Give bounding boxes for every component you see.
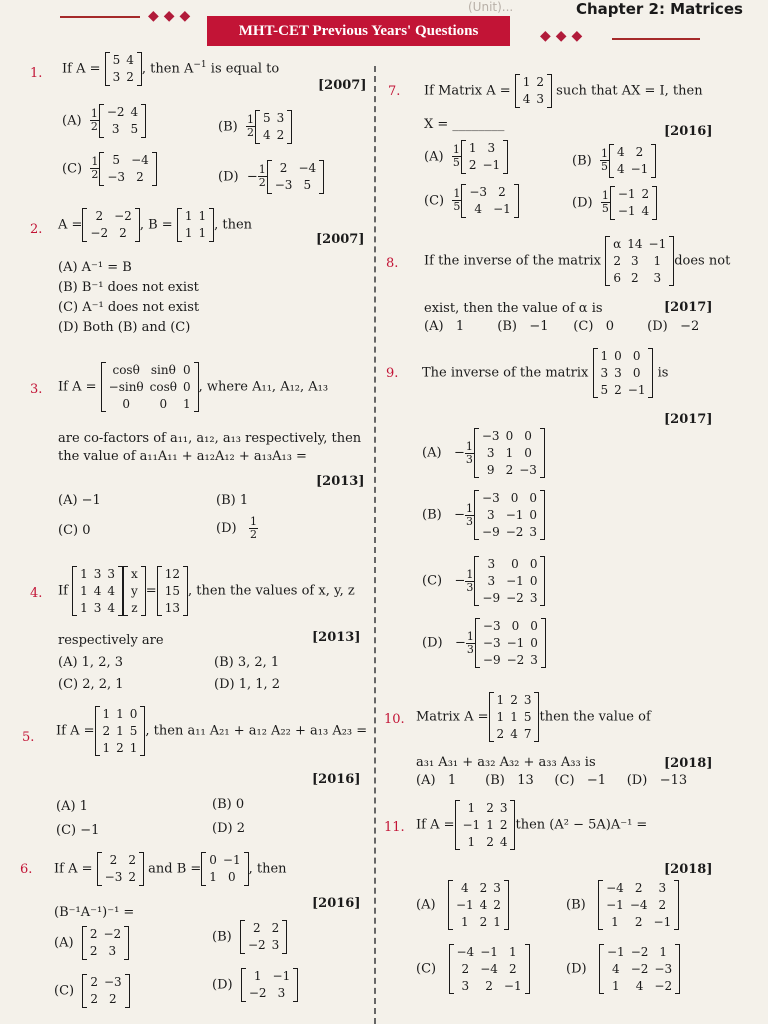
question-9-stem: The inverse of the matrix 1 0 0 3 3 0 5 2 −1 is <box>422 349 669 397</box>
year-tag: [2013] <box>312 630 361 645</box>
option-a: (A) 4 2 3 −1 4 2 1 2 1 <box>416 880 509 930</box>
matrix: 5 3 4 2 <box>255 110 292 144</box>
matrix: −3 0 0 3 −1 0 −9 −2 3 <box>474 490 545 540</box>
option-b: (B) 2 2 −2 3 <box>212 920 287 954</box>
question-8-options: (A) 1 (B) −1 (C) 0 (D) −2 <box>424 319 700 334</box>
year-tag: [2013] <box>316 474 365 489</box>
section-banner: MHT-CET Previous Years' Questions <box>207 16 510 46</box>
option-a: (A) $\frac{1}{5}$ 1 3 2 −1 <box>424 140 508 174</box>
option-a: (A) $\frac{1}{2}$ −2 4 3 5 <box>62 104 146 138</box>
year-tag: [2018] <box>664 756 713 771</box>
matrix: 4 2 4 −1 <box>609 144 656 178</box>
option-b: (B) − $\frac{1}{3}$ −3 0 0 3 −1 0 −9 −2 3 <box>422 490 545 540</box>
column-divider <box>374 66 376 1024</box>
option-c: (C) −1 <box>56 823 100 838</box>
option-c: (C) $\frac{1}{2}$ 5 −4 −3 2 <box>62 152 157 186</box>
option-c: (C) 2 −3 2 2 <box>54 974 130 1008</box>
matrix: 2 2 −3 2 <box>97 852 144 886</box>
question-number: 4. <box>30 586 43 601</box>
option-d: (D) −1 −2 1 4 −2 −3 1 4 −2 <box>566 944 680 994</box>
chapter-title: Chapter 2: Matrices <box>576 0 743 18</box>
header-rule-right <box>612 38 700 40</box>
question-number: 5. <box>22 730 35 745</box>
option-b: (B) 0 <box>212 797 245 812</box>
matrix: −4 2 3 −1 −4 2 1 2 −1 <box>598 880 679 930</box>
question-3-stem: If A = cosθ sinθ 0 −sinθ cosθ 0 0 0 1 , where A₁₁, A₁₂, A₁₃ <box>58 363 329 411</box>
option-b: (B) $\frac{1}{2}$ 5 3 4 2 <box>218 110 292 144</box>
option-a: (A) 1, 2, 3 <box>58 655 124 670</box>
question-3-line: are co-factors of a₁₁, a₁₂, a₁₃ respectively, then <box>58 431 362 446</box>
question-number: 6. <box>20 862 33 877</box>
matrix-a: 5 4 3 2 <box>105 52 142 86</box>
option-d: (D) 1, 1, 2 <box>214 677 281 692</box>
year-tag: [2017] <box>664 300 713 315</box>
question-11-stem: If A = 1 2 3 −1 1 2 1 2 4 then (A² − 5A)A⁻¹ = <box>416 801 648 849</box>
year-tag: [2016] <box>312 772 361 787</box>
question-6-stem: If A = 2 2 −3 2 and B = 0 −1 1 0 , then <box>54 853 287 884</box>
option-c: (C) $\frac{1}{5}$ −3 2 4 −1 <box>424 184 519 218</box>
matrix: 1 3 3 1 4 4 1 3 4 <box>72 566 123 616</box>
option-d: (D) $\frac{1}{5}$ −1 2 −1 4 <box>572 186 657 220</box>
question-10-stem: Matrix A = 1 2 3 1 1 5 2 4 7 then the value of <box>416 693 651 741</box>
year-tag: [2007] <box>316 232 365 247</box>
question-8-stem: If the inverse of the matrix α 14 −1 2 3 1 6 2 3 does not <box>424 237 731 285</box>
header-rule-left <box>60 16 140 18</box>
matrix: 1 0 0 3 3 0 5 2 −1 <box>593 348 654 398</box>
option-d: (D) 2 <box>212 821 245 836</box>
matrix: 1 1 1 1 <box>177 208 214 242</box>
question-8-line: exist, then the value of α is <box>424 301 603 316</box>
question-7-stem: If Matrix A = 1 2 4 3 such that AX = I, then <box>424 75 703 106</box>
option-c: (C) − $\frac{1}{3}$ 3 0 0 3 −1 0 −9 −2 3 <box>422 556 545 606</box>
option-c: (C) 0 <box>58 523 91 538</box>
question-7-line: X = ________ <box>424 117 505 132</box>
matrix: 1 2 3 1 1 5 2 4 7 <box>489 692 540 742</box>
question-number: 11. <box>384 820 405 835</box>
option-d: (D) 1 −1 −2 3 <box>212 968 298 1002</box>
diamond-icons-left: ◆◆◆ <box>148 8 196 24</box>
option-b: (B) −4 2 3 −1 −4 2 1 2 −1 <box>566 880 679 930</box>
matrix: −1 −2 1 4 −2 −3 1 4 −2 <box>599 944 680 994</box>
question-5-stem: If A = 1 1 0 2 1 5 1 2 1 , then a₁₁ A₂₁ + a₁₂ A₂₂ + a₁₃ A₂₃ = <box>56 707 368 755</box>
matrix: x y z <box>123 566 146 616</box>
matrix: 3 0 0 3 −1 0 −9 −2 3 <box>474 556 545 606</box>
option-a: (A) − $\frac{1}{3}$ −3 0 0 3 1 0 9 2 −3 <box>422 428 545 478</box>
matrix: −4 −1 1 2 −4 2 3 2 −1 <box>449 944 530 994</box>
matrix: 1 3 2 −1 <box>461 140 508 174</box>
matrix: 12 15 13 <box>157 566 188 616</box>
matrix: −1 2 −1 4 <box>610 186 657 220</box>
matrix: −3 2 4 −1 <box>461 184 518 218</box>
option-c: (C) 2, 2, 1 <box>58 677 124 692</box>
matrix: −2 4 3 5 <box>99 104 146 138</box>
option-b: (B) $\frac{1}{5}$ 4 2 4 −1 <box>572 144 656 178</box>
question-4-line: respectively are <box>58 633 164 648</box>
year-tag: [2017] <box>664 412 713 427</box>
question-number: 7. <box>388 84 401 99</box>
matrix: 1 −1 −2 3 <box>241 968 298 1002</box>
matrix: 0 −1 1 0 <box>201 852 248 886</box>
option-d: (D) $\frac{1}{2}$ <box>216 515 257 542</box>
question-number: 9. <box>386 366 399 381</box>
matrix: 1 2 3 −1 1 2 1 2 4 <box>455 800 516 850</box>
matrix: α 14 −1 2 3 1 6 2 3 <box>605 236 674 286</box>
question-number: 1. <box>30 66 43 81</box>
option-a: (A) −1 <box>58 493 101 508</box>
diamond-icons-right: ◆◆◆ <box>540 28 588 44</box>
option-c: (C) −4 −1 1 2 −4 2 3 2 −1 <box>416 944 530 994</box>
option-a: (A) 1 <box>56 799 88 814</box>
matrix: 1 1 0 2 1 5 1 2 1 <box>95 706 146 756</box>
year-tag: [2018] <box>664 862 713 877</box>
matrix: cosθ sinθ 0 −sinθ cosθ 0 0 0 1 <box>101 362 199 412</box>
question-number: 8. <box>386 256 399 271</box>
question-10-options: (A) 1 (B) 13 (C) −1 (D) −13 <box>416 773 688 788</box>
question-3-line: the value of a₁₁A₁₁ + a₁₂A₁₂ + a₁₃A₁₃ = <box>58 449 307 464</box>
matrix: 5 −4 −3 2 <box>99 152 156 186</box>
question-10-line: a₃₁ A₃₁ + a₃₂ A₃₂ + a₃₃ A₃₃ is <box>416 755 596 770</box>
question-4-stem: If 1 3 3 1 4 4 1 3 4 x y z = 12 15 13 , then the values of x, y, z <box>58 567 355 615</box>
year-tag: [2016] <box>312 896 361 911</box>
option-b: (B) 1 <box>216 493 249 508</box>
matrix: 2 −3 2 2 <box>82 974 129 1008</box>
question-number: 3. <box>30 382 43 397</box>
question-6-line: (B⁻¹A⁻¹)⁻¹ = <box>54 905 135 920</box>
matrix: 1 2 4 3 <box>515 74 552 108</box>
question-2-stem: A = 2 −2 −2 2 , B = 1 1 1 1 , then <box>58 209 253 240</box>
question-1-stem: If A = 5 4 3 2 , then $A^{-1}$ is equal to <box>62 53 280 84</box>
matrix: 2 −4 −3 5 <box>267 160 324 194</box>
matrix: 2 −2 2 3 <box>82 926 129 960</box>
year-tag: [2007] <box>318 78 367 93</box>
matrix: 2 2 −2 3 <box>240 920 287 954</box>
option-d: (D) − $\frac{1}{2}$ 2 −4 −3 5 <box>218 160 324 194</box>
option-a: (A) 2 −2 2 3 <box>54 926 129 960</box>
question-number: 2. <box>30 222 43 237</box>
matrix: 2 −2 −2 2 <box>82 208 139 242</box>
matrix: −3 0 0 3 1 0 9 2 −3 <box>474 428 545 478</box>
question-2-options: (A) A⁻¹ = B (B) B⁻¹ does not exist (C) A⁻¹ does not exist (D) Both (B) and (C) <box>58 260 200 336</box>
option-b: (B) 3, 2, 1 <box>214 655 280 670</box>
year-tag: [2016] <box>664 124 713 139</box>
faded-unit-text: (Unit)... <box>468 0 514 14</box>
option-d: (D) − $\frac{1}{3}$ −3 0 0 −3 −1 0 −9 −2 3 <box>422 618 546 668</box>
question-number: 10. <box>384 712 405 727</box>
matrix: 4 2 3 −1 4 2 1 2 1 <box>448 880 509 930</box>
matrix: −3 0 0 −3 −1 0 −9 −2 3 <box>475 618 546 668</box>
